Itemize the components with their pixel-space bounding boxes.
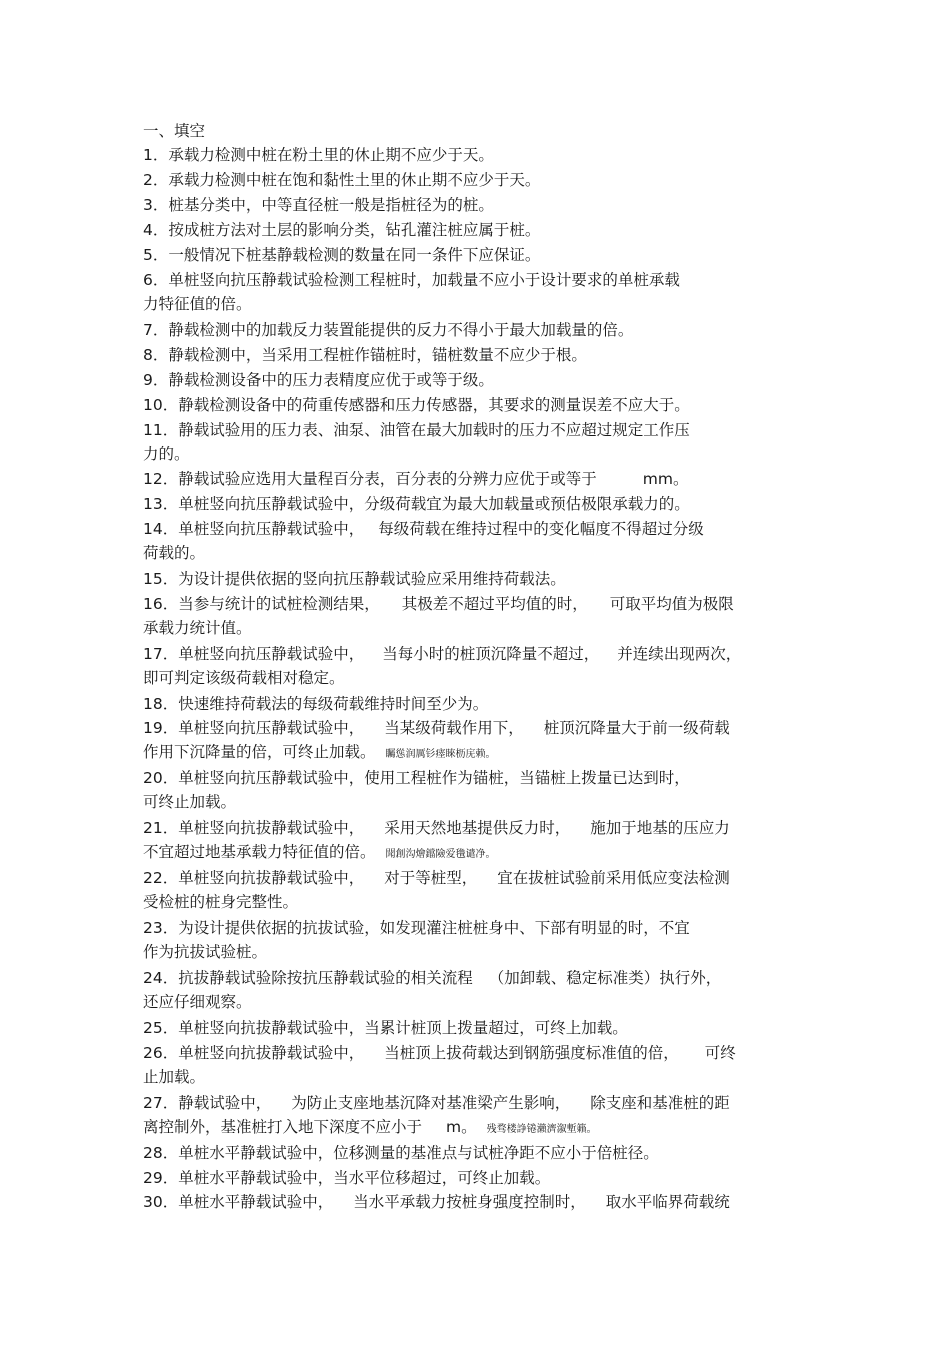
question-30 [143, 1190, 823, 1214]
question-number: 10． [143, 396, 179, 414]
question-text-cont: 桩顶沉降量大于前一级荷载 [543, 719, 730, 737]
question-number: 28． [143, 1144, 179, 1162]
question-text: 静载检测中，当采用工程桩作锚桩时，锚桩数量不应少于根。 [168, 346, 587, 364]
question-text: 静载试验中， [178, 1094, 272, 1112]
question-number: 16． [143, 595, 179, 613]
question-text-cont: 施加于地基的压应力 [590, 819, 730, 837]
question-text: 桩基分类中，中等直径桩一般是指桩径为的桩。 [168, 196, 494, 214]
question-13 [143, 492, 823, 516]
question-number: 2． [143, 171, 169, 189]
question-28 [143, 1141, 823, 1165]
question-text: 按成桩方法对土层的影响分类，钻孔灌注桩应属于桩。 [168, 221, 541, 239]
question-number: 5． [143, 246, 169, 264]
question-3 [143, 193, 823, 217]
question-text: 承载力检测中桩在饱和黏性土里的休止期不应少于天。 [168, 171, 541, 189]
question-number: 11． [143, 421, 179, 439]
question-number: 25． [143, 1019, 179, 1037]
garbled-text: 残骛楼諍锩瀨濟溆塹籟。 [486, 1124, 597, 1135]
question-5 [143, 243, 823, 267]
question-12 [143, 467, 823, 491]
question-text: 单桩水平静载试验中，位移测量的基准点与试桩净距不应小于倍桩径。 [178, 1144, 659, 1162]
question-text: 当参与统计的试桩检测结果， [178, 595, 380, 613]
question-number: 4． [143, 221, 169, 239]
question-number: 8． [143, 346, 169, 364]
question-text: 单桩竖向抗压静载试验检测工程桩时，加载量不应小于设计要求的单桩承载 [168, 271, 680, 289]
question-2 [143, 168, 823, 192]
question-number: 19． [143, 719, 179, 737]
question-text-line-2: 不宜超过地基承载力特征值的倍。 [143, 843, 376, 861]
question-text-cont: 取水平临界荷载统 [605, 1193, 730, 1211]
question-number: 6． [143, 271, 169, 289]
question-text: 承载力检测中桩在粉土里的休止期不应少于天。 [168, 146, 494, 164]
question-text-line-2: 还应仔细观察。 [143, 993, 252, 1011]
question-text: 单桩竖向抗压静载试验中， [178, 645, 365, 663]
question-text-cont: 当水平承载力按桩身强度控制时， [353, 1193, 586, 1211]
question-number: 17． [143, 645, 179, 663]
question-18 [143, 692, 823, 716]
question-text: 单桩竖向抗压静载试验中，分级荷载宜为最大加载量或预估极限承载力的。 [178, 495, 690, 513]
question-10 [143, 393, 823, 417]
question-text-line-2: 力特征值的倍。 [143, 295, 252, 313]
question-text: 静载检测设备中的荷重传感器和压力传感器，其要求的测量误差不应大于。 [178, 396, 690, 414]
question-number: 23． [143, 919, 179, 937]
question-23 [143, 916, 823, 964]
question-text-line-2: 可终止加载。 [143, 793, 237, 811]
question-text-cont: 并连续出现两次， [617, 645, 742, 663]
question-number: 29． [143, 1169, 179, 1187]
question-1 [143, 143, 823, 167]
question-text: 为设计提供依据的竖向抗压静载试验应采用维持荷载法。 [178, 570, 566, 588]
question-text-cont: 为防止支座地基沉降对基准梁产生影响， [291, 1094, 571, 1112]
question-text-line-2: 承载力统计值。 [143, 619, 252, 637]
question-22 [143, 866, 823, 914]
question-text: 单桩水平静载试验中，当水平位移超过，可终止加载。 [178, 1169, 551, 1187]
question-text-cont: （加卸载、稳定标准类）执行外， [488, 969, 722, 987]
question-text-cont: 当每小时的桩顶沉降量不超过， [382, 645, 600, 663]
question-text-cont: 当某级荷载作用下， [384, 719, 524, 737]
question-text: 静载试验应选用大量程百分表，百分表的分辨力应优于或等于 [178, 470, 597, 488]
garbled-text: 聞創沟燴鐺險爱氇谴净。 [385, 849, 496, 860]
question-number: 20． [143, 769, 179, 787]
question-text-line-2: 受检桩的桩身完整性。 [143, 893, 299, 911]
question-19 [143, 716, 823, 767]
question-text: 一般情况下桩基静载检测的数量在同一条件下应保证。 [168, 246, 541, 264]
question-number: 3． [143, 196, 169, 214]
question-21 [143, 816, 823, 867]
question-11 [143, 418, 823, 466]
unit-text: m。 [446, 1118, 477, 1136]
question-6 [143, 268, 823, 316]
question-text: 单桩竖向抗拔静载试验中， [178, 819, 365, 837]
question-text: 单桩竖向抗拔静载试验中， [178, 1044, 365, 1062]
garbled-text: 矚慫润厲钐瘗睞枥庑赖。 [385, 749, 496, 760]
question-20 [143, 766, 823, 814]
question-number: 21． [143, 819, 179, 837]
question-number: 15． [143, 570, 179, 588]
question-text-line-2: 力的。 [143, 445, 190, 463]
question-text: 单桩竖向抗拔静载试验中， [178, 869, 365, 887]
question-8 [143, 343, 823, 367]
section-title: 一、填空 [143, 122, 206, 140]
question-number: 13． [143, 495, 179, 513]
question-text: 单桩竖向抗拔静载试验中，当累计桩顶上拨量超过，可终上加载。 [178, 1019, 628, 1037]
question-text-cont: 对于等桩型， [384, 869, 478, 887]
question-number: 1． [143, 146, 169, 164]
question-24 [143, 966, 823, 1014]
question-number: 27． [143, 1094, 179, 1112]
question-text: 单桩水平静载试验中， [178, 1193, 334, 1211]
question-14 [143, 517, 823, 565]
question-text: 为设计提供依据的抗拔试验，如发现灌注桩桩身中、下部有明显的时，不宜 [178, 919, 690, 937]
question-text-cont: 可取平均值为极限 [609, 595, 734, 613]
question-number: 24． [143, 969, 179, 987]
question-16 [143, 592, 823, 640]
question-text: 单桩竖向抗压静载试验中，使用工程桩作为锚桩，当锚桩上拨量已达到时， [178, 769, 690, 787]
question-text-cont: 除支座和基准桩的距 [590, 1094, 730, 1112]
question-text-cont: 采用天然地基提供反力时， [384, 819, 571, 837]
question-text-cont: 宜在拔桩试验前采用低应变法检测 [497, 869, 730, 887]
question-text-line-2: 离控制外，基准桩打入地下深度不应小于 [143, 1118, 423, 1136]
question-26 [143, 1041, 823, 1089]
unit-text: mm。 [642, 470, 689, 488]
question-text: 静载试验用的压力表、油泵、油管在最大加载时的压力不应超过规定工作压 [178, 421, 690, 439]
question-text-line-2: 作为抗拔试验桩。 [143, 943, 268, 961]
question-text-line-2: 即可判定该级荷载相对稳定。 [143, 669, 345, 687]
question-text-line-2: 荷载的。 [143, 544, 206, 562]
question-text: 抗拔静载试验除按抗压静载试验的相关流程 [178, 969, 473, 987]
question-number: 22． [143, 869, 179, 887]
question-number: 18． [143, 695, 179, 713]
question-25 [143, 1016, 823, 1040]
question-4 [143, 218, 823, 242]
question-text: 单桩竖向抗压静载试验中， [178, 719, 365, 737]
question-number: 26． [143, 1044, 179, 1062]
question-text-cont: 可终 [704, 1044, 736, 1062]
question-text: 静载检测设备中的压力表精度应优于或等于级。 [168, 371, 494, 389]
question-text-line-2: 止加载。 [143, 1068, 206, 1086]
question-9 [143, 368, 823, 392]
question-number: 30． [143, 1193, 179, 1211]
question-number: 14． [143, 520, 179, 538]
question-27 [143, 1091, 823, 1142]
question-17 [143, 642, 823, 690]
question-number: 12． [143, 470, 179, 488]
question-text: 静载检测中的加载反力装置能提供的反力不得小于最大加载量的倍。 [168, 321, 634, 339]
question-7 [143, 318, 823, 342]
question-text: 单桩竖向抗压静载试验中， [178, 520, 365, 538]
question-text-cont: 当桩顶上拔荷载达到钢筋强度标准值的倍， [384, 1044, 679, 1062]
question-15 [143, 567, 823, 591]
question-text-cont: 其极差不超过平均值的时， [401, 595, 588, 613]
question-text: 快速维持荷载法的每级荷载维持时间至少为。 [178, 695, 489, 713]
question-number: 9． [143, 371, 169, 389]
question-29 [143, 1166, 823, 1190]
question-text-cont: 每级荷载在维持过程中的变化幅度不得超过分级 [378, 520, 704, 538]
question-number: 7． [143, 321, 169, 339]
question-text-line-2: 作用下沉降量的倍，可终止加载。 [143, 743, 376, 761]
